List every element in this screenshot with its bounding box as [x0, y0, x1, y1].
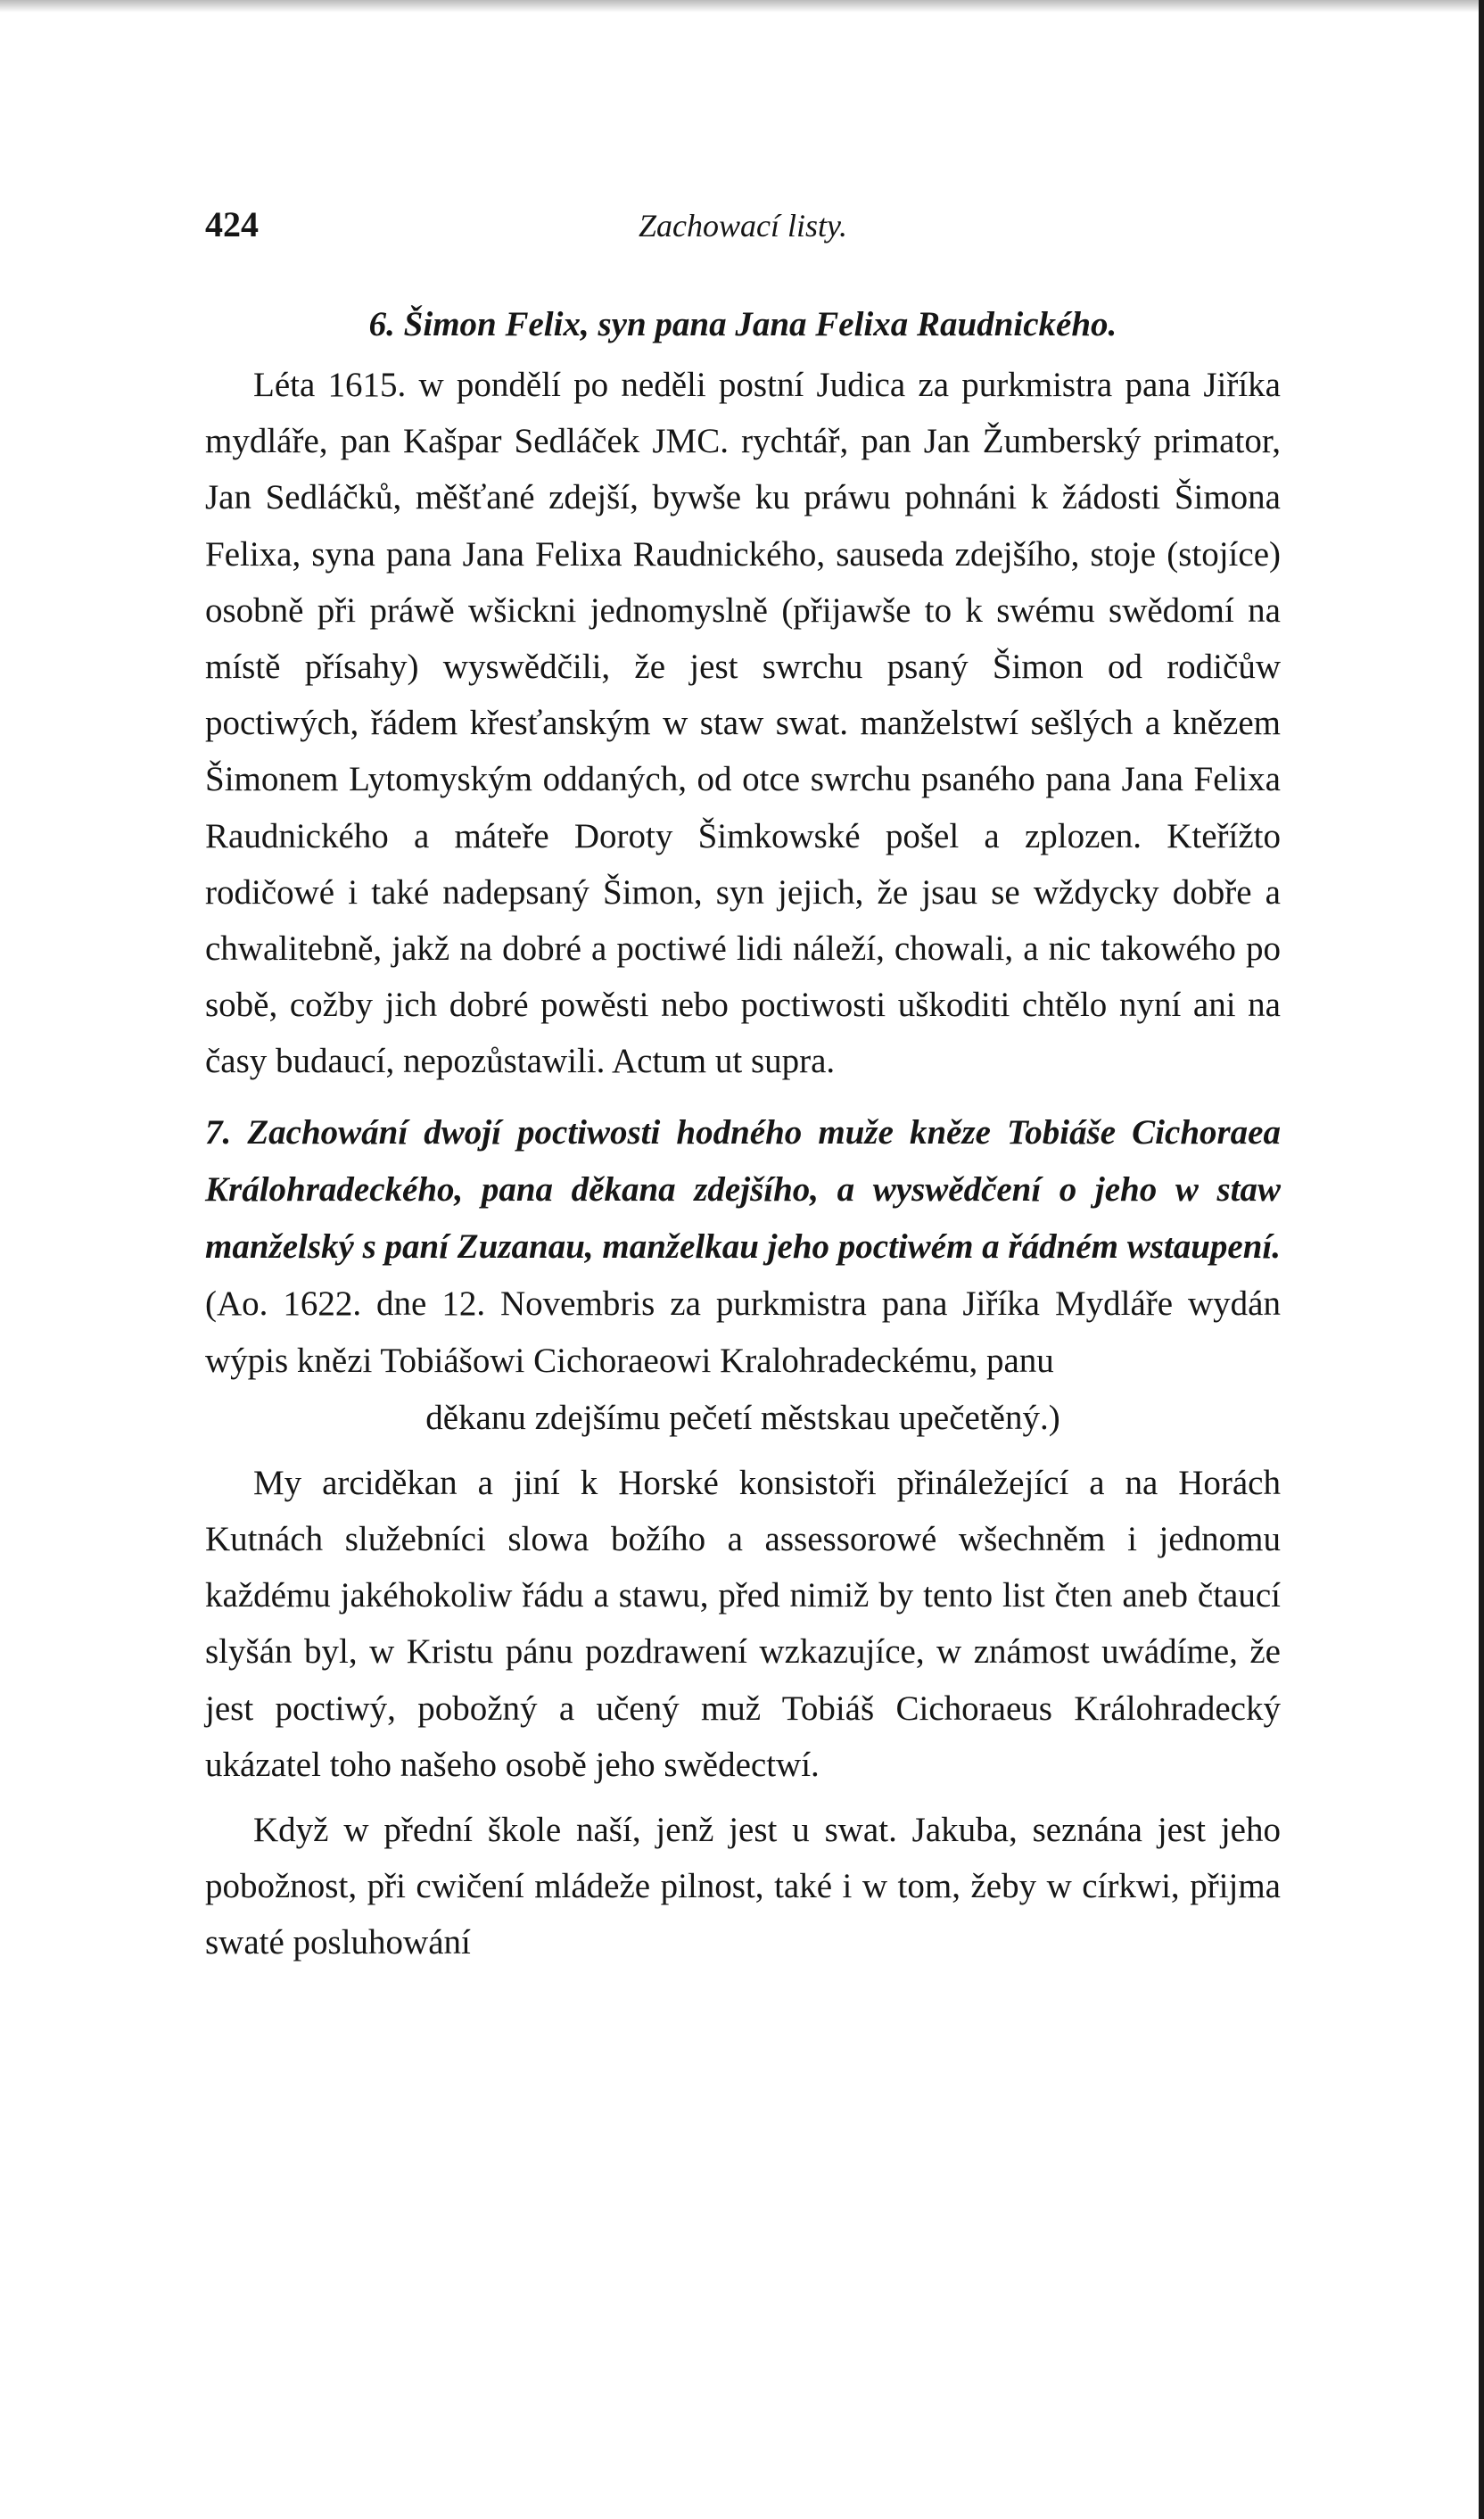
spacer: [205, 1090, 1281, 1104]
section-7-note-end: děkanu zdejšímu pečetí městskau upečetěný.): [425, 1398, 1060, 1437]
section-7-title: 7. Zachowání dwojí poctiwosti hodného muže kněze Tobiáše Cichoraea Králohradeckého, pana děkana zdejšího, a wyswědčení o jeho w staw manželský s paní Zuzanau, manželkau jeho poctiwém a řádném wstaupení.: [205, 1112, 1281, 1266]
scan-shadow-top: [0, 0, 1484, 12]
page-number: 424: [205, 204, 259, 244]
running-title: Zachowací listy.: [639, 208, 847, 244]
spacer: [205, 1793, 1281, 1802]
section-7-note: (Ao. 1622. dne 12. Novembris za purkmistra pana Jiříka Mydláře wydán wýpis knězi Tobiášowi Cichoraeowi Kralohradeckému, panu: [205, 1284, 1281, 1380]
section-6-title: 6. Šimon Felix, syn pana Jana Felixa Raudnického.: [368, 305, 1117, 343]
book-page: [205, 203, 1281, 1971]
section-6-body: Léta 1615. w pondělí po neděli postní Judica za purkmistra pana Jiříka mydláře, pan Kašpar Sedláček JMC. rychtář, pan Jan Žumberský primator, Jan Sedláčků, měšťané zdejší, bywše ku práwu pohnáni k žádosti Šimona Felixa, syna pana Jana Felixa Raudnického, sauseda zdejšího, stoje (stojíce) osobně při práwě wšickni jednomyslně (přijawše to k swému swědomí na místě přísahy) wyswědčili, že jest swrchu psaný Šimon od rodičůw poctiwých, řádem křesťanským w staw swat. manželstwí sešlých a knězem Šimonem Lytomyským oddaných, od otce swrchu psaného pana Jana Felixa Raudnického a máteře Doroty Šimkowské pošel a zplozen. Kteřížto rodičowé i také nadepsaný Šimon, syn jejich, že jsau se wždycky dobře a chwalitebně, jakž na dobré a poctiwé lidi náleží, chowali, a nic takowého po sobě, cožby jich dobré powěsti nebo poctiwosti uškoditi chtělo nyní ani na časy budaucí, nepozůstawili. Actum ut supra.: [205, 366, 1281, 1081]
section-7-paragraph-2: Když w přední škole naší, jenž jest u swat. Jakuba, seznána jest jeho pobožnost, při cwičení mládeže pilnost, také i w tom, žeby w církwi, přijma swaté posluhowání: [205, 1811, 1281, 1962]
spacer: [205, 1446, 1281, 1455]
section-7-heading: [205, 1104, 1281, 1390]
scan-edge-right: [1479, 0, 1484, 2519]
section-7-paragraph-1: My arciděkan a jiní k Horské konsistoři přináležející a na Horách Kutnách služebníci slowa božího a assessorowé wšechněm i jednomu každému jakéhokoliw řádu a stawu, před nimiž by tento list čten aneb čtaucí slyšán byl, w Kristu pánu pozdrawení wzkazujíce, w známost uwádíme, že jest poctiwý, pobožný a učený muž Tobiáš Cichoraeus Králohradecký ukázatel toho našeho osobě jeho swědectwí.: [205, 1463, 1281, 1784]
running-head: [205, 203, 1281, 257]
